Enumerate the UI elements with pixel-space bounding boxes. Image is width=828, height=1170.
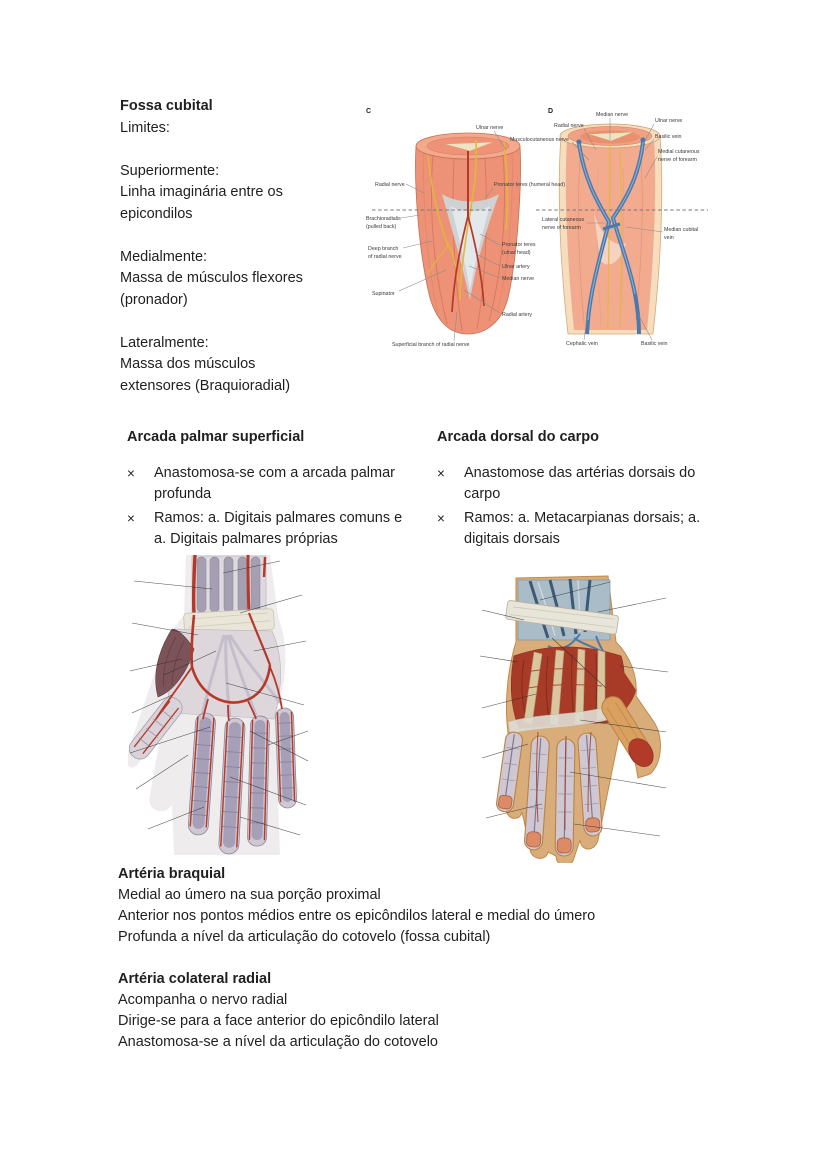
bullet-marker: × bbox=[127, 510, 135, 526]
section-fossa-cubital bbox=[120, 96, 350, 397]
panel-c-illustration bbox=[372, 133, 521, 334]
label-basilic-vein-bottom: Basilic vein bbox=[641, 341, 668, 347]
label-radial-artery: Radial artery bbox=[502, 312, 533, 318]
bullet-line: digitais dorsais bbox=[464, 531, 560, 547]
fossa-group-line: Massa de músculos flexores bbox=[120, 270, 303, 286]
fossa-intro: Limites: bbox=[120, 119, 170, 136]
arteria-colateral-line: Dirige-se para a face anterior do epicôndilo lateral bbox=[118, 1013, 439, 1029]
label-median-nerve-d: Median nerve bbox=[596, 112, 629, 118]
bullet-item bbox=[127, 508, 429, 551]
label-radial-nerve-d: Radial nerve bbox=[554, 123, 584, 129]
arteria-braquial-line: Profunda a nível da articulação do cotovelo (fossa cubital) bbox=[118, 929, 491, 945]
arteria-colateral-title: Artéria colateral radial bbox=[118, 971, 272, 987]
fossa-group-label: Lateralmente: bbox=[120, 334, 209, 351]
section-arteria-colateral bbox=[118, 969, 678, 1053]
label-pronator-teres-ulnar-2: (ulnar head) bbox=[502, 250, 531, 256]
bullet-line: Anastomosa-se com a arcada palmar bbox=[154, 464, 395, 481]
bullet-line: Anastomose das artérias dorsais do bbox=[464, 464, 696, 481]
label-basilic-vein-top: Basilic vein bbox=[655, 134, 682, 140]
arcada-dorsal-title: Arcada dorsal do carpo bbox=[437, 429, 599, 445]
label-median-cubital: Median cubital bbox=[664, 227, 699, 233]
label-ulnar-artery: Ulnar artery bbox=[502, 264, 530, 270]
label-median-nerve-c: Median nerve bbox=[502, 276, 535, 282]
label-pronator-teres-ulnar: Pronator teres bbox=[502, 242, 536, 248]
arteria-braquial-line: Anterior nos pontos médios entre os epicôndilos lateral e medial do úmero bbox=[118, 908, 596, 924]
bullet-line: carpo bbox=[464, 486, 501, 502]
fossa-group-line: extensores (Braquioradial) bbox=[120, 377, 291, 394]
fossa-group-line: Linha imaginária entre os bbox=[120, 184, 283, 200]
arteria-braquial-title: Artéria braquial bbox=[118, 866, 226, 882]
bullet-marker: × bbox=[127, 465, 135, 481]
arcada-palmar-title: Arcada palmar superficial bbox=[127, 429, 305, 445]
bullet-line: Ramos: a. Digitais palmares comuns e bbox=[154, 509, 403, 526]
fossa-group-line: epicondilos bbox=[120, 205, 193, 222]
section-arcada-palmar bbox=[127, 427, 429, 553]
panel-c-letter: C bbox=[366, 108, 372, 115]
label-medial-cutaneous-2: nerve of forearm bbox=[658, 157, 697, 163]
fossa-group-lateral bbox=[120, 333, 350, 398]
label-deep-branch: Deep branch bbox=[368, 246, 399, 252]
bullet-line: a. Digitais palmares próprias bbox=[154, 531, 338, 547]
label-lateral-cutaneous: Lateral cutaneous bbox=[542, 217, 585, 223]
dorsal-hand-art bbox=[480, 576, 668, 863]
bullet-item bbox=[437, 463, 739, 506]
palmar-hand-art bbox=[128, 555, 308, 855]
arteria-braquial-line: Medial ao úmero na sua porção proximal bbox=[118, 887, 381, 903]
fossa-group-label: Medialmente: bbox=[120, 248, 208, 265]
label-superficial-branch: Superficial branch of radial nerve bbox=[392, 342, 470, 348]
forearm-figure bbox=[358, 98, 726, 360]
bullet-line: profunda bbox=[154, 486, 212, 502]
label-lateral-cutaneous-2: nerve of forearm bbox=[542, 225, 581, 231]
label-brachioradialis-2: (pulled back) bbox=[366, 224, 397, 230]
label-brachioradialis: Brachioradialis bbox=[366, 216, 401, 222]
bullet-line: Ramos: a. Metacarpianas dorsais; a. bbox=[464, 509, 701, 526]
fossa-title: Fossa cubital bbox=[120, 98, 213, 114]
fossa-group-medial bbox=[120, 247, 350, 312]
label-medial-cutaneous: Medial cutaneous bbox=[658, 149, 700, 155]
dorsal-hand-illustration bbox=[478, 572, 670, 863]
bullet-marker: × bbox=[437, 465, 445, 481]
section-arcada-dorsal bbox=[437, 427, 739, 553]
label-cephalic-vein: Cephalic vein bbox=[566, 341, 598, 347]
label-supinator: Supinator bbox=[372, 291, 395, 297]
label-median-cubital-2: vein bbox=[664, 235, 674, 241]
label-deep-branch-2: of radial nerve bbox=[368, 254, 402, 260]
panel-d-letter: D bbox=[548, 108, 554, 115]
bullet-item bbox=[127, 463, 429, 506]
arteria-colateral-line: Anastomosa-se a nível da articulação do cotovelo bbox=[118, 1034, 438, 1050]
fossa-group-line: (pronador) bbox=[120, 291, 188, 308]
fossa-group-label: Superiormente: bbox=[120, 162, 220, 179]
label-radial-nerve: Radial nerve bbox=[375, 182, 405, 188]
arteria-colateral-line: Acompanha o nervo radial bbox=[118, 992, 288, 1008]
label-ulnar-nerve: Ulnar nerve bbox=[476, 125, 504, 131]
palmar-hand-illustration bbox=[128, 555, 310, 857]
bullet-marker: × bbox=[437, 510, 445, 526]
label-ulnar-nerve-d: Ulnar nerve bbox=[655, 118, 683, 124]
fossa-group-superior bbox=[120, 161, 350, 226]
label-pronator-teres-humeral: Pronator teres (humeral head) bbox=[494, 182, 565, 188]
fossa-group-line: Massa dos músculos bbox=[120, 356, 256, 372]
label-musculocutaneous: Musculocutaneous nerve bbox=[510, 137, 569, 143]
section-arteria-braquial bbox=[118, 864, 678, 948]
bullet-item bbox=[437, 508, 739, 551]
